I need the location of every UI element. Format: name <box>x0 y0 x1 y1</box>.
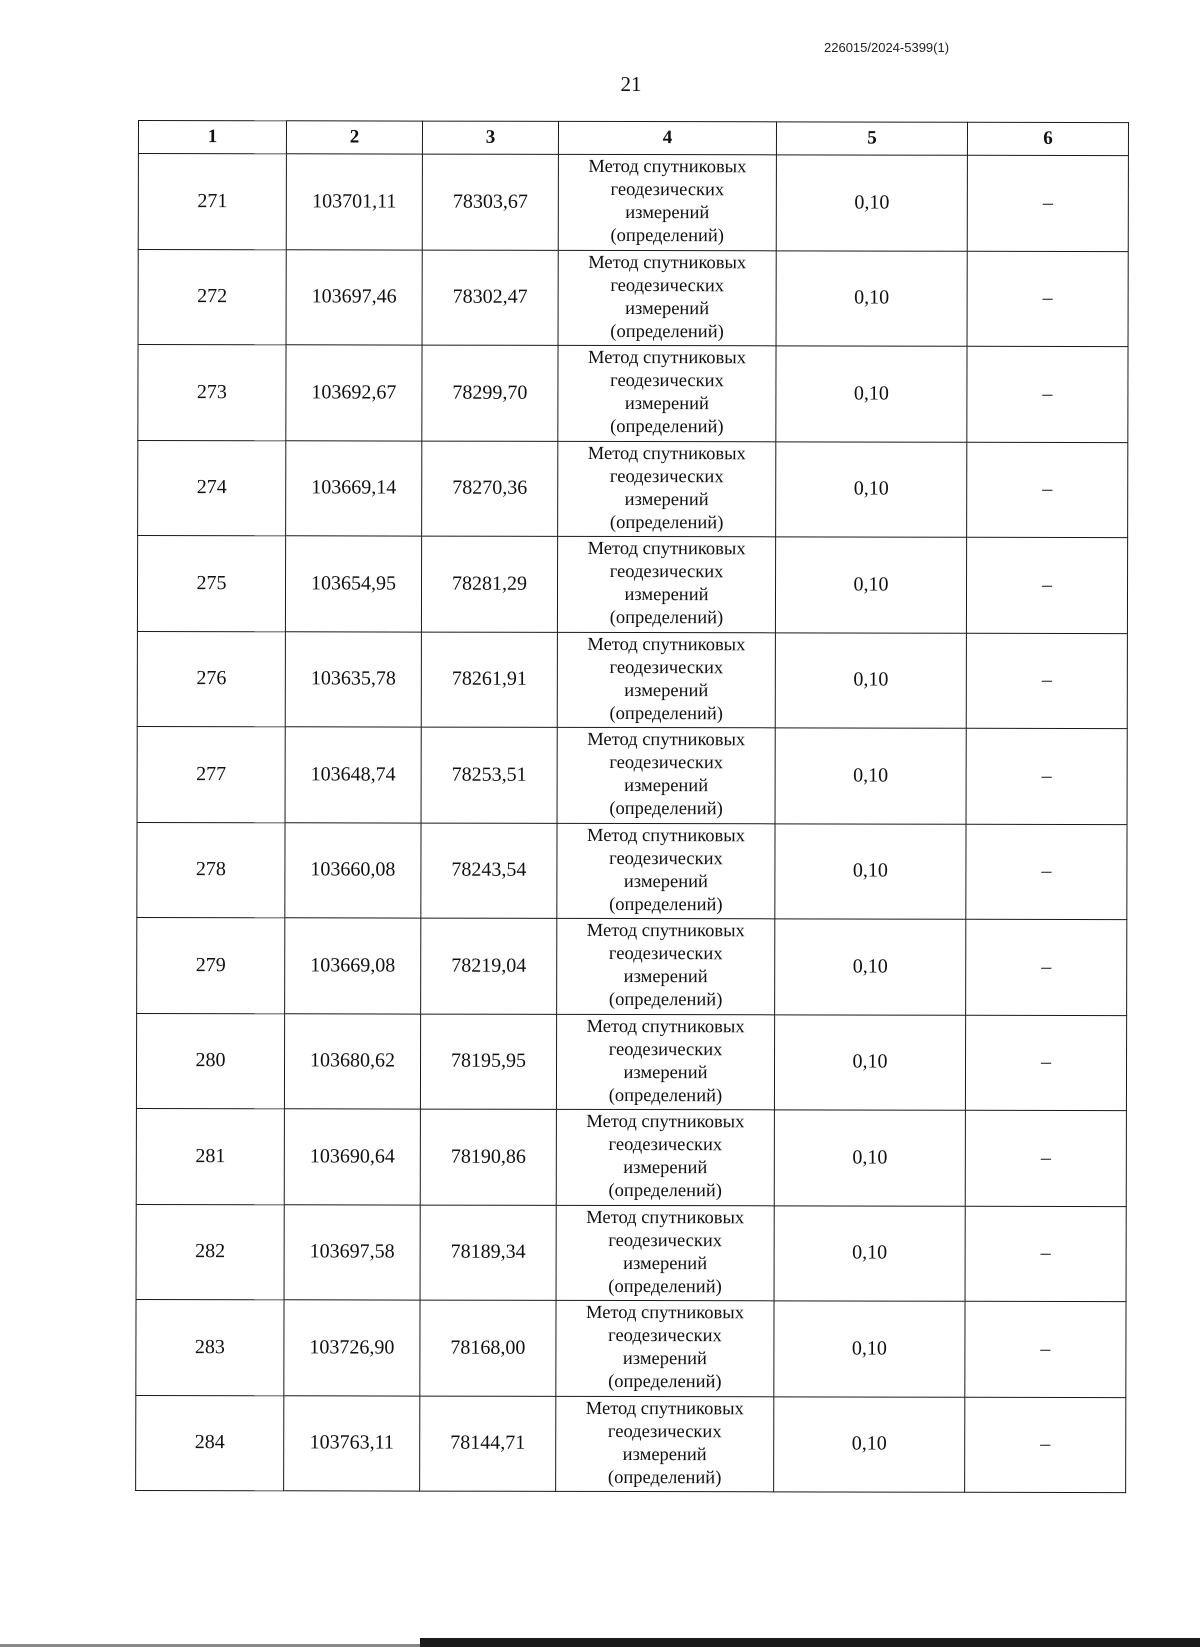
method-text-line: геодезических <box>608 1326 722 1347</box>
note-cell: – <box>965 1206 1126 1302</box>
table-row <box>136 1108 1126 1206</box>
method-text-line: измерений <box>625 203 710 224</box>
method-text-line: геодезических <box>608 1039 723 1060</box>
method-cell <box>558 345 776 441</box>
method-cell <box>558 441 776 537</box>
method-text-line: (определений) <box>610 226 725 247</box>
method-text-line: геодезических <box>609 753 724 774</box>
note-cell: – <box>965 1110 1126 1206</box>
y-coordinate-cell: 78261,91 <box>421 632 557 728</box>
note-cell: – <box>965 1301 1126 1397</box>
column-header-1: 1 <box>138 121 286 154</box>
x-coordinate-cell: 103669,14 <box>286 440 422 536</box>
method-text-line: (определений) <box>609 703 724 724</box>
point-number-cell: 272 <box>138 249 286 345</box>
x-coordinate-cell: 103692,67 <box>286 345 422 441</box>
table-row <box>138 440 1128 538</box>
method-text-line: Метод спутниковых <box>586 921 745 942</box>
accuracy-cell: 0,10 <box>774 1396 965 1492</box>
y-coordinate-cell: 78195,95 <box>420 1014 556 1110</box>
x-coordinate-cell: 103697,58 <box>284 1204 420 1300</box>
method-text-line: Метод спутниковых <box>586 825 746 847</box>
point-number-cell: 274 <box>138 440 286 536</box>
point-number-cell: 275 <box>137 536 285 632</box>
method-text-line: Метод спутниковых <box>587 730 746 751</box>
method-text-line: Метод спутниковых <box>587 634 746 656</box>
point-number-cell: 278 <box>137 822 285 918</box>
accuracy-cell: 0,10 <box>774 1301 965 1397</box>
scan-edge-line <box>420 1638 1200 1647</box>
column-header-2: 2 <box>286 121 422 154</box>
point-number-cell: 282 <box>136 1204 284 1300</box>
method-text-line: (определений) <box>608 990 723 1011</box>
table-row <box>137 917 1127 1015</box>
point-number-cell: 284 <box>136 1395 284 1491</box>
y-coordinate-cell: 78219,04 <box>421 918 557 1014</box>
method-text-line: измерений <box>623 1062 708 1083</box>
x-coordinate-cell: 103680,62 <box>284 1013 420 1109</box>
accuracy-cell: 0,10 <box>775 919 966 1015</box>
method-text-line: (определений) <box>610 321 724 342</box>
note-cell: – <box>967 442 1128 538</box>
point-number-cell: 271 <box>138 154 286 250</box>
accuracy-cell: 0,10 <box>774 1110 965 1206</box>
method-text-line: Метод спутниковых <box>588 252 747 274</box>
method-text-line: Метод спутниковых <box>587 539 746 560</box>
y-coordinate-cell: 78302,47 <box>422 250 558 346</box>
document-id: 226015/2024-5399(1) <box>824 40 950 55</box>
x-coordinate-cell: 103726,90 <box>284 1300 420 1396</box>
method-text-line: Метод спутниковых <box>586 1112 745 1133</box>
table-row <box>138 154 1128 252</box>
method-text-line: измерений <box>624 585 709 606</box>
method-text-line: Метод спутниковых <box>586 1207 745 1229</box>
method-text-line: геодезических <box>610 275 725 296</box>
column-header-3: 3 <box>422 121 558 154</box>
accuracy-cell: 0,10 <box>776 346 967 442</box>
accuracy-cell: 0,10 <box>774 1014 965 1110</box>
accuracy-cell: 0,10 <box>775 537 966 633</box>
method-text-line: геодезических <box>609 848 723 869</box>
method-text-line: измерений <box>624 776 709 797</box>
table-row <box>136 1013 1126 1111</box>
note-cell: – <box>966 728 1127 824</box>
note-cell: – <box>965 1397 1126 1493</box>
note-cell: – <box>967 251 1128 347</box>
method-cell <box>558 154 776 250</box>
point-number-cell: 273 <box>138 345 286 441</box>
note-cell: – <box>965 1015 1126 1111</box>
method-text-line: (определений) <box>608 1181 723 1202</box>
x-coordinate-cell: 103763,11 <box>284 1395 420 1491</box>
column-header-6: 6 <box>967 122 1128 155</box>
point-number-cell: 279 <box>137 917 285 1013</box>
x-coordinate-cell: 103701,11 <box>286 154 422 250</box>
point-number-cell: 283 <box>136 1299 284 1395</box>
point-number-cell: 280 <box>136 1013 284 1109</box>
x-coordinate-cell: 103635,78 <box>285 631 421 727</box>
method-text-line: геодезических <box>608 1230 723 1251</box>
method-text-line: измерений <box>623 1158 708 1179</box>
coordinates-table <box>135 120 1129 1493</box>
x-coordinate-cell: 103648,74 <box>285 727 421 823</box>
method-text-line: (определений) <box>609 512 724 533</box>
method-text-line: геодезических <box>609 657 724 678</box>
point-number-cell: 281 <box>136 1108 284 1204</box>
note-cell: – <box>966 537 1127 633</box>
y-coordinate-cell: 78190,86 <box>420 1109 556 1205</box>
table-row <box>136 1204 1126 1302</box>
point-number-cell: 277 <box>137 726 285 822</box>
page-number: 21 <box>620 72 642 96</box>
method-text-line: измерений <box>624 680 709 701</box>
y-coordinate-cell: 78281,29 <box>421 536 557 632</box>
table-row <box>136 1299 1126 1397</box>
method-text-line: (определений) <box>608 1372 722 1393</box>
method-cell <box>556 1300 774 1396</box>
method-cell <box>557 632 775 728</box>
y-coordinate-cell: 78243,54 <box>421 823 557 919</box>
method-cell <box>557 918 775 1014</box>
method-text-line: геодезических <box>607 1421 722 1442</box>
method-cell <box>557 536 775 632</box>
column-header-4: 4 <box>558 121 776 154</box>
method-cell <box>557 727 775 823</box>
method-text-line: Метод спутниковых <box>585 1398 744 1420</box>
method-text-line: геодезических <box>608 1135 723 1156</box>
table-row <box>137 822 1127 920</box>
method-text-line: измерений <box>625 298 710 319</box>
x-coordinate-cell: 103697,46 <box>286 249 422 345</box>
method-text-line: измерений <box>624 394 709 415</box>
method-text-line: геодезических <box>609 562 724 583</box>
method-text-line: измерений <box>622 1444 707 1465</box>
y-coordinate-cell: 78270,36 <box>422 441 558 537</box>
method-text-line: (определений) <box>610 417 724 438</box>
method-text-line: Метод спутниковых <box>587 443 746 465</box>
y-coordinate-cell: 78189,34 <box>420 1205 556 1301</box>
method-text-line: Метод спутниковых <box>586 1016 745 1038</box>
accuracy-cell: 0,10 <box>776 250 967 346</box>
y-coordinate-cell: 78144,71 <box>420 1396 556 1492</box>
x-coordinate-cell: 103660,08 <box>285 822 421 918</box>
accuracy-cell: 0,10 <box>774 1205 965 1301</box>
method-text-line: (определений) <box>609 799 723 820</box>
note-cell: – <box>967 155 1128 251</box>
method-cell <box>556 1205 774 1301</box>
method-text-line: Метод спутниковых <box>588 157 747 178</box>
method-cell <box>556 1014 774 1110</box>
method-text-line: измерений <box>622 1349 707 1370</box>
method-text-line: геодезических <box>610 371 724 392</box>
table-row <box>137 726 1127 824</box>
y-coordinate-cell: 78253,51 <box>421 727 557 823</box>
method-text-line: (определений) <box>607 1467 722 1488</box>
table-row <box>138 345 1128 443</box>
x-coordinate-cell: 103690,64 <box>284 1109 420 1205</box>
method-text-line: (определений) <box>608 1276 722 1297</box>
table-row <box>137 631 1127 729</box>
method-text-line: (определений) <box>609 608 724 629</box>
table-row <box>138 249 1128 347</box>
x-coordinate-cell: 103669,08 <box>285 918 421 1014</box>
method-text-line: геодезических <box>609 466 724 487</box>
method-text-line: измерений <box>623 871 708 892</box>
method-text-line: Метод спутниковых <box>585 1303 745 1324</box>
y-coordinate-cell: 78303,67 <box>422 154 558 250</box>
note-cell: – <box>966 824 1127 920</box>
method-cell <box>557 823 775 919</box>
accuracy-cell: 0,10 <box>776 441 967 537</box>
accuracy-cell: 0,10 <box>776 155 967 251</box>
method-text-line: (определений) <box>609 894 723 915</box>
method-cell <box>558 250 776 346</box>
table-row <box>137 536 1127 634</box>
column-header-5: 5 <box>776 122 967 155</box>
y-coordinate-cell: 78299,70 <box>422 345 558 441</box>
note-cell: – <box>966 919 1127 1015</box>
method-cell <box>556 1109 774 1205</box>
method-text-line: геодезических <box>610 180 725 201</box>
method-text-line: (определений) <box>608 1085 723 1106</box>
point-number-cell: 276 <box>137 631 285 727</box>
method-text-line: измерений <box>624 489 709 510</box>
accuracy-cell: 0,10 <box>775 728 966 824</box>
method-cell <box>556 1396 774 1492</box>
y-coordinate-cell: 78168,00 <box>420 1300 556 1396</box>
table-header-row <box>138 121 1128 156</box>
coordinates-table-container <box>135 120 1128 1493</box>
method-text-line: измерений <box>623 967 708 988</box>
method-text-line: измерений <box>623 1253 708 1274</box>
table-body <box>136 154 1129 1493</box>
accuracy-cell: 0,10 <box>775 632 966 728</box>
table-row <box>136 1395 1126 1493</box>
method-text-line: Метод спутниковых <box>587 348 747 369</box>
note-cell: – <box>967 346 1128 442</box>
note-cell: – <box>966 633 1127 729</box>
accuracy-cell: 0,10 <box>775 823 966 919</box>
x-coordinate-cell: 103654,95 <box>285 536 421 632</box>
method-text-line: геодезических <box>608 944 723 965</box>
